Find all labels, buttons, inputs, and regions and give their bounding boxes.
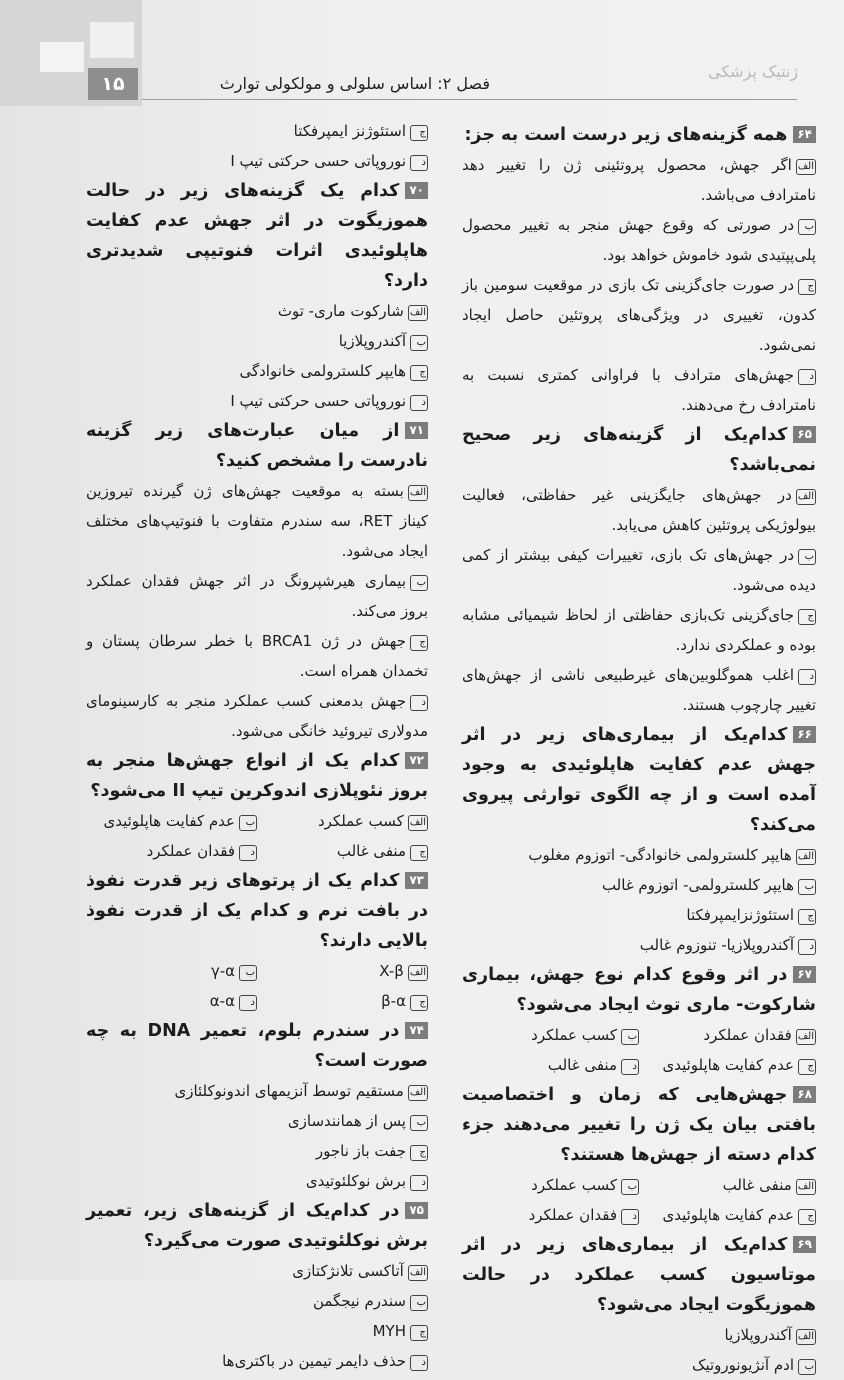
option-badge: ب	[621, 1029, 639, 1045]
left-column	[86, 116, 428, 1376]
question-65	[462, 420, 816, 720]
option-badge: د	[621, 1059, 639, 1075]
option-b[interactable]	[86, 956, 257, 986]
option-badge: ب	[798, 549, 816, 565]
option-text: جای‌گزینی تک‌بازی حفاظتی از لحاظ شیمیائی مشابه بوده و عملکردی ندارد.	[462, 606, 816, 654]
question-stem	[462, 1230, 816, 1320]
question-number: ۶۸	[793, 1086, 816, 1103]
question-number: ۶۶	[793, 726, 816, 743]
question-text: همه گزینه‌های زیر درست است به جز:	[464, 125, 788, 145]
option-a[interactable]	[639, 1020, 816, 1050]
option-c[interactable]	[257, 836, 428, 866]
option-badge: ب	[410, 335, 428, 351]
option-text: کسب عملکرد	[531, 1026, 617, 1044]
question-72	[86, 746, 428, 866]
question-number: ۷۳	[405, 872, 428, 889]
options-row	[462, 1020, 816, 1050]
option-text: بیماری هیرشپرونگ در اثر جهش فقدان عملکرد بروز می‌کند.	[86, 572, 428, 620]
option-c[interactable]	[462, 600, 816, 660]
question-stem	[86, 1016, 428, 1076]
question-number: ۷۴	[405, 1022, 428, 1039]
option-badge: ب	[410, 1115, 428, 1131]
option-b[interactable]	[86, 326, 428, 356]
question-text: کدام‌یک از گزینه‌های زیر صحیح نمی‌باشد؟	[462, 425, 816, 475]
question-number: ۶۹	[793, 1236, 816, 1253]
option-text: جهش در ژن BRCA1 با خطر سرطان پستان و تخمدان همراه است.	[86, 632, 428, 680]
option-d[interactable]	[462, 1200, 639, 1230]
question-stem	[462, 720, 816, 840]
option-text: منفی غالب	[547, 1056, 617, 1074]
option-d[interactable]	[462, 1050, 639, 1080]
option-badge: ج	[410, 125, 428, 141]
question-text: در اثر وقوع کدام نوع جهش، بیماری شارکوت- ماری توث ایجاد می‌شود؟	[462, 965, 816, 1015]
option-badge: ب	[239, 965, 257, 981]
option-text: شارکوت ماری- توث	[277, 302, 404, 320]
option-a[interactable]	[639, 1170, 816, 1200]
option-c[interactable]	[462, 270, 816, 360]
option-badge: الف	[796, 159, 816, 175]
question-text: کدام‌یک از بیماری‌های زیر در اثر جهش عدم کفایت هاپلوئیدی به وجود آمده است و از چه الگوی توارثی پیروی می‌کند؟	[462, 725, 816, 835]
question-66	[462, 720, 816, 960]
question-text: کدام یک از پرتوهای زیر قدرت نفوذ در بافت نرم و کدام یک از قدرت نفوذ بالایی دارند؟	[86, 871, 428, 951]
option-badge: ج	[798, 909, 816, 925]
option-badge: ج	[798, 609, 816, 625]
option-d[interactable]	[86, 986, 257, 1016]
option-badge: د	[798, 369, 816, 385]
option-text: عدم کفایت هاپلوئیدی	[103, 812, 235, 830]
question-73	[86, 866, 428, 1016]
option-text: ادم آنژیونوروتیک	[692, 1356, 794, 1374]
option-badge: ج	[410, 635, 428, 651]
option-text: γ-α	[210, 962, 235, 980]
corner-square	[90, 22, 134, 58]
option-a[interactable]	[462, 150, 816, 210]
option-badge: ب	[410, 575, 428, 591]
option-a[interactable]	[86, 1256, 428, 1286]
options-row	[86, 986, 428, 1016]
option-text: هایپر کلسترولمی خانوادگی	[239, 362, 406, 380]
option-text: نوروپاتی حسی حرکتی تیپ I	[230, 392, 406, 410]
option-badge: ب	[798, 879, 816, 895]
option-text: β-α	[381, 992, 406, 1010]
option-d[interactable]	[86, 836, 257, 866]
option-text: بسته به موقعیت جهش‌های ژن گیرنده تیروزین کیناز RET، سه سندرم متفاوت با فنوتیپ‌های مختلف ایجاد می‌شود.	[86, 482, 428, 560]
option-text: منفی غالب	[336, 842, 406, 860]
option-badge: الف	[796, 1029, 816, 1045]
option-b[interactable]	[462, 210, 816, 270]
option-text: عدم کفایت هاپلوئیدی	[662, 1056, 794, 1074]
question-stem	[86, 1196, 428, 1256]
option-d[interactable]	[462, 360, 816, 420]
question-number: ۶۴	[793, 126, 816, 143]
question-text: در کدام‌یک از گزینه‌های زیر، تعمیر برش نوکلئوتیدی صورت می‌گیرد؟	[86, 1201, 428, 1251]
option-d[interactable]	[86, 1346, 428, 1376]
option-c[interactable]	[86, 626, 428, 686]
option-b[interactable]	[462, 870, 816, 900]
option-c[interactable]	[462, 900, 816, 930]
question-74	[86, 1016, 428, 1196]
option-badge: الف	[408, 485, 428, 501]
header-divider	[142, 99, 797, 100]
option-badge: ج	[798, 279, 816, 295]
option-d[interactable]	[86, 686, 428, 746]
question-text: کدام یک از انواع جهش‌ها منجر به بروز نئوپلازی اندوکرین تیپ II می‌شود؟	[86, 751, 428, 801]
option-badge: ج	[410, 365, 428, 381]
question-69-continued	[86, 116, 428, 176]
option-c[interactable]	[86, 116, 428, 146]
option-text: اغلب هموگلوبین‌های غیرطبیعی ناشی از جهش‌های تغییر چارچوب هستند.	[462, 666, 816, 714]
question-67	[462, 960, 816, 1080]
corner-square	[40, 42, 84, 72]
option-badge: د	[798, 669, 816, 685]
option-badge: ب	[798, 1359, 816, 1375]
option-text: آکندروپلازیا	[338, 332, 406, 350]
option-text: در صورت جای‌گزینی تک بازی در موقعیت سومین باز کدون، تغییری در ویژگی‌های پروتئین حاصل ایجاد نمی‌شود.	[462, 276, 816, 354]
option-c[interactable]	[639, 1200, 816, 1230]
option-text: هایپر کلسترولمی خانوادگی- اتوزوم مغلوب	[528, 846, 792, 864]
question-number: ۷۱	[405, 422, 428, 439]
question-stem	[462, 120, 816, 150]
question-text: کدام‌یک از بیماری‌های زیر در اثر موتاسیون کسب عملکرد در حالت هموزیگوت ایجاد می‌شود؟	[462, 1235, 816, 1315]
option-badge: د	[410, 1175, 428, 1191]
option-badge: ب	[621, 1179, 639, 1195]
option-b[interactable]	[462, 1020, 639, 1050]
option-text: اگر جهش، محصول پروتئینی ژن را تغییر دهد نامترادف می‌باشد.	[462, 156, 816, 204]
option-badge: ج	[798, 1209, 816, 1225]
option-text: آتاکسی تلانژکتازی	[292, 1262, 404, 1280]
option-badge: الف	[408, 1265, 428, 1281]
option-text: استئوژنز ایمپرفکتا	[293, 122, 406, 140]
option-a[interactable]	[462, 1320, 816, 1350]
option-a[interactable]	[86, 296, 428, 326]
option-text: حذف دایمر تیمین در باکتری‌ها	[222, 1352, 406, 1370]
option-badge: د	[410, 695, 428, 711]
options-row	[462, 1170, 816, 1200]
option-text: استئوژنزایمپرفکتا	[686, 906, 794, 924]
option-badge: د	[798, 939, 816, 955]
option-text: مستقیم توسط آنزیمهای اندونوکلئازی	[174, 1082, 404, 1100]
option-c[interactable]	[86, 1316, 428, 1346]
option-text: جهش بدمعنی کسب عملکرد منجر به کارسینومای مدولاری تیروئید خانگی می‌شود.	[86, 692, 428, 740]
options-row	[86, 956, 428, 986]
option-d[interactable]	[86, 1166, 428, 1196]
option-c[interactable]	[639, 1050, 816, 1080]
option-text: در جهش‌های تک بازی، تغییرات کیفی بیشتر از کمی دیده می‌شود.	[462, 546, 816, 594]
option-b[interactable]	[86, 566, 428, 626]
option-text: پس از همانندسازی	[287, 1112, 406, 1130]
option-b[interactable]	[462, 1350, 816, 1380]
option-b[interactable]	[462, 1170, 639, 1200]
option-badge: ب	[798, 219, 816, 235]
option-badge: ج	[410, 1145, 428, 1161]
question-number: ۶۵	[793, 426, 816, 443]
option-text: آکندروپلازیا	[724, 1326, 792, 1344]
question-70	[86, 176, 428, 416]
option-text: در جهش‌های جایگزینی غیر حفاظتی، فعالیت بیولوژیکی پروتئین کاهش می‌یابد.	[462, 486, 816, 534]
option-badge: ج	[410, 995, 428, 1011]
question-number: ۷۲	[405, 752, 428, 769]
option-text: MYH	[372, 1322, 406, 1340]
option-badge: ج	[798, 1059, 816, 1075]
question-text: کدام یک گزینه‌های زیر در حالت هموزیگوت در اثر جهش عدم کفایت هاپلوئیدی اثرات فنوتیپی شدیدتری دارد؟	[86, 181, 428, 291]
option-badge: الف	[408, 1085, 428, 1101]
option-badge: ب	[410, 1295, 428, 1311]
option-d[interactable]	[86, 386, 428, 416]
question-number: ۷۵	[405, 1202, 428, 1219]
option-text: فقدان عملکرد	[703, 1026, 792, 1044]
question-75	[86, 1196, 428, 1376]
option-badge: ج	[410, 1325, 428, 1341]
option-badge: د	[410, 395, 428, 411]
question-stem	[86, 866, 428, 956]
option-text: آکندروپلازیا- تنوزوم غالب	[639, 936, 794, 954]
option-badge: د	[410, 155, 428, 171]
option-d[interactable]	[462, 660, 816, 720]
option-badge: د	[410, 1355, 428, 1371]
option-badge: ب	[239, 815, 257, 831]
option-text: X-β	[379, 962, 404, 980]
option-text: جهش‌های مترادف با فراوانی کمتری نسبت به نامترادف رخ می‌دهند.	[462, 366, 816, 414]
options-row	[86, 836, 428, 866]
option-b[interactable]	[86, 806, 257, 836]
right-column	[462, 120, 816, 1380]
option-badge: الف	[408, 815, 428, 831]
question-stem	[462, 420, 816, 480]
header-faint-text: ژنتیک پزشکی	[708, 62, 799, 81]
question-69	[462, 1230, 816, 1380]
question-stem	[86, 746, 428, 806]
question-text: از میان عبارت‌های زیر گزینه نادرست را مشخص کنید؟	[86, 421, 428, 471]
question-64	[462, 120, 816, 420]
options-row	[462, 1050, 816, 1080]
chapter-title: فصل ۲: اساس سلولی و مولکولی توارث	[219, 74, 490, 93]
option-text: کسب عملکرد	[317, 812, 404, 830]
option-text: کسب عملکرد	[531, 1176, 617, 1194]
option-d[interactable]	[462, 930, 816, 960]
question-71	[86, 416, 428, 746]
option-badge: د	[239, 845, 257, 861]
option-badge: الف	[796, 1329, 816, 1345]
option-b[interactable]	[86, 1106, 428, 1136]
option-text: α-α	[209, 992, 235, 1010]
option-b[interactable]	[462, 540, 816, 600]
option-b[interactable]	[86, 1286, 428, 1316]
question-68	[462, 1080, 816, 1230]
option-a[interactable]	[257, 956, 428, 986]
option-text: نوروپاتی حسی حرکتی تیپ I	[230, 152, 406, 170]
option-c[interactable]	[86, 1136, 428, 1166]
option-a[interactable]	[86, 476, 428, 566]
option-badge: الف	[796, 1179, 816, 1195]
question-number: ۷۰	[405, 182, 428, 199]
option-text: منفی غالب	[722, 1176, 792, 1194]
options-row	[86, 806, 428, 836]
option-text: هایپر کلسترولمی- اتوزوم غالب	[601, 876, 794, 894]
question-stem	[86, 176, 428, 296]
option-text: فقدان عملکرد	[528, 1206, 617, 1224]
option-badge: الف	[796, 489, 816, 505]
option-a[interactable]	[462, 840, 816, 870]
option-badge: د	[621, 1209, 639, 1225]
page-number: ۱۵	[88, 68, 138, 100]
option-text: فقدان عملکرد	[146, 842, 235, 860]
question-text: در سندرم بلوم، تعمیر DNA به چه صورت است؟	[86, 1021, 428, 1071]
option-badge: الف	[408, 305, 428, 321]
option-text: سندرم نیجگمن	[312, 1292, 406, 1310]
option-text: برش نوکلئوتیدی	[305, 1172, 406, 1190]
option-c[interactable]	[86, 356, 428, 386]
question-text: جهش‌هایی که زمان و اختصاصیت بافتی بیان یک ژن را تغییر می‌دهند جزء کدام دسته از جهش‌ها هستند؟	[462, 1085, 816, 1165]
option-badge: الف	[408, 965, 428, 981]
option-text: در صورتی که وقوع جهش منجر به تغییر محصول پلی‌پپتیدی شود خاموش خواهد بود.	[462, 216, 816, 264]
option-a[interactable]	[257, 806, 428, 836]
option-badge: ج	[410, 845, 428, 861]
option-badge: الف	[796, 849, 816, 865]
options-row	[462, 1200, 816, 1230]
question-stem	[86, 416, 428, 476]
question-stem	[462, 960, 816, 1020]
option-badge: د	[239, 995, 257, 1011]
question-stem	[462, 1080, 816, 1170]
option-c[interactable]	[257, 986, 428, 1016]
option-a[interactable]	[86, 1076, 428, 1106]
option-d[interactable]	[86, 146, 428, 176]
option-text: عدم کفایت هاپلوئیدی	[662, 1206, 794, 1224]
option-a[interactable]	[462, 480, 816, 540]
question-number: ۶۷	[793, 966, 816, 983]
option-text: جفت باز ناجور	[315, 1142, 406, 1160]
